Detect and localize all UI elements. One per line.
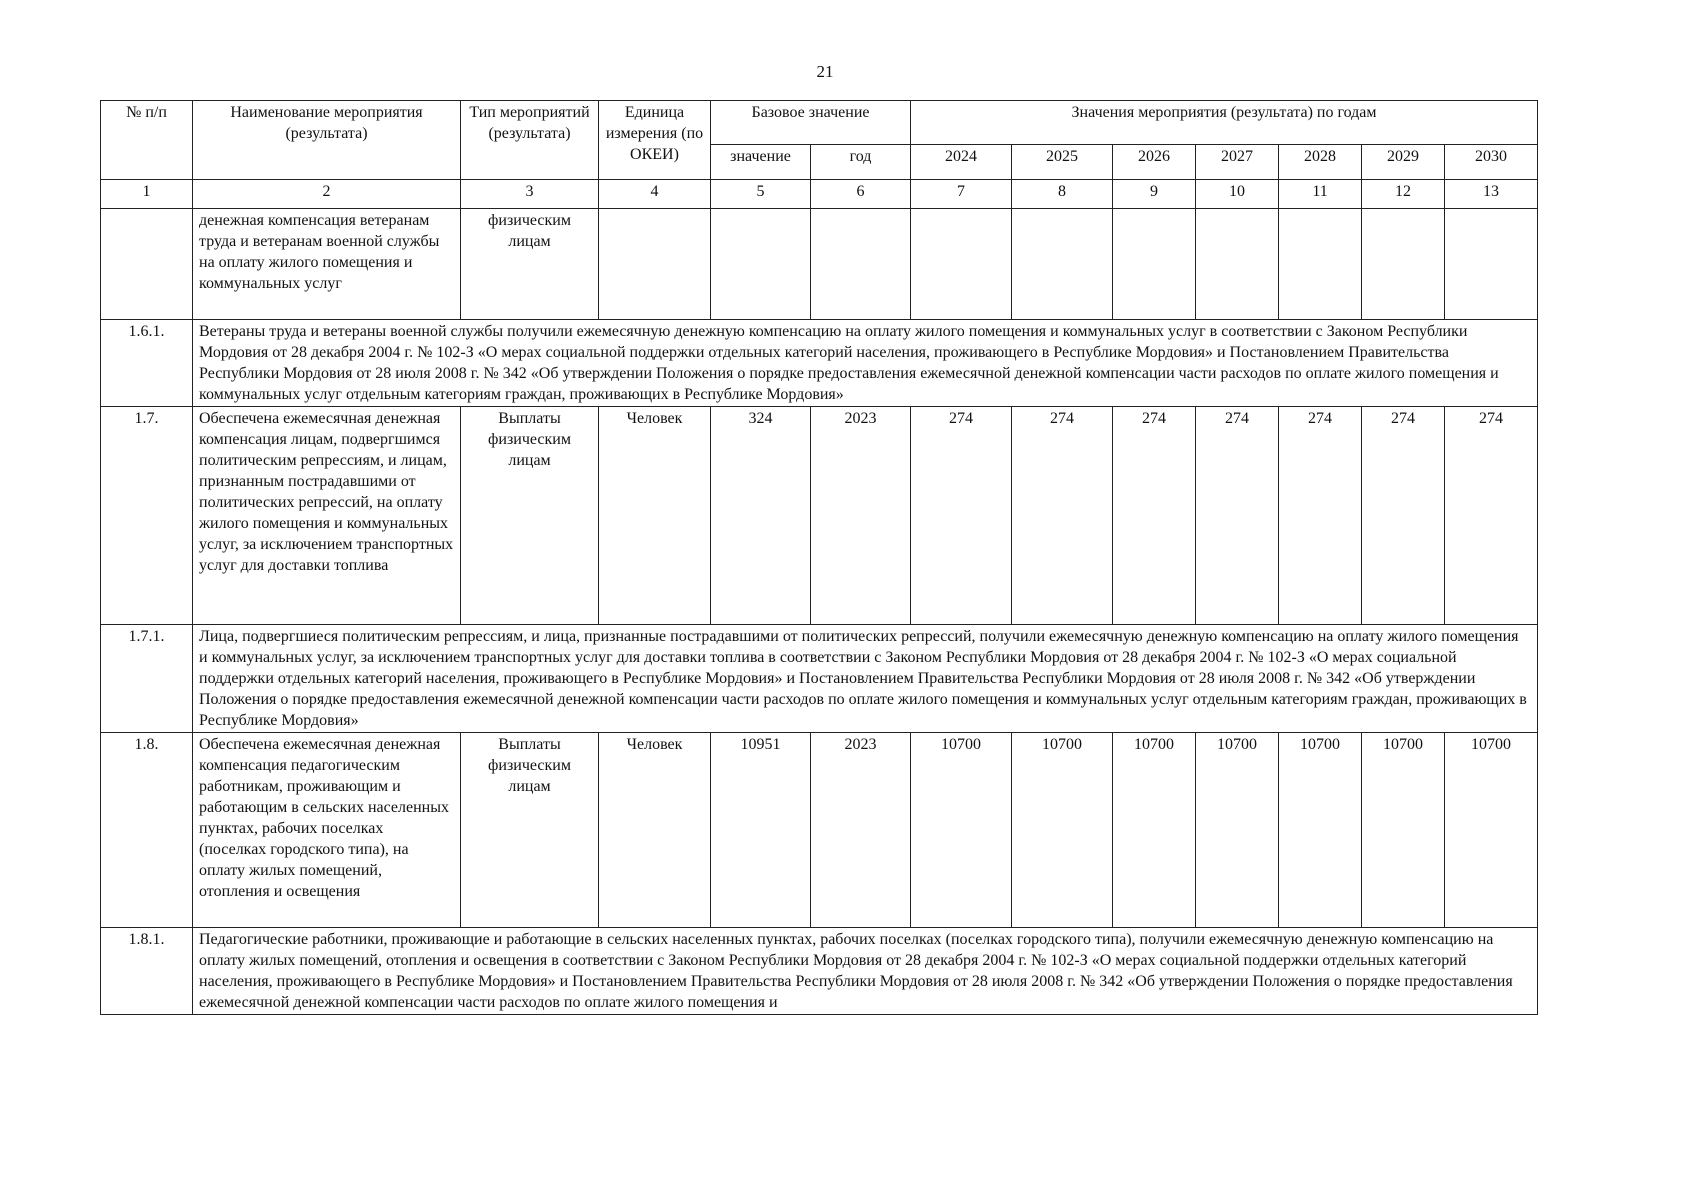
- row-num: 1.8.1.: [101, 928, 193, 1015]
- table-row: [101, 625, 1538, 733]
- row-value: 10700: [1196, 733, 1279, 928]
- header-year: 2029: [1362, 145, 1445, 180]
- row-result-text: Педагогические работники, проживающие и работающие в сельских населенных пунктах, рабочих поселках (поселках городского типа), получили ежемесячную денежную компенсацию на оплату жилых помещений, отопления и освещения в соответствии с Законом Республики Мордовия от 28 декабря 2004 г. № 102-З «О мерах социальной поддержки отдельных категорий населения, проживающего в Республике Мордовия» и Постановлением Правительства Республики Мордовия от 28 июля 2008 г. № 342 «Об утверждении Положения о порядке предоставления ежемесячной денежной компенсации части расходов по оплате жилого помещения и: [193, 928, 1538, 1015]
- column-number: 8: [1012, 180, 1113, 209]
- header-year: 2024: [911, 145, 1012, 180]
- row-value: 10700: [1279, 733, 1362, 928]
- row-value: 10700: [1445, 733, 1538, 928]
- row-value: [911, 209, 1012, 320]
- column-number: 1: [101, 180, 193, 209]
- column-number: 3: [461, 180, 599, 209]
- table-row: [101, 209, 1538, 320]
- row-type: Выплаты физическим лицам: [461, 733, 599, 928]
- row-value: 10700: [1113, 733, 1196, 928]
- header-years: Значения мероприятия (результата) по годам: [911, 101, 1538, 145]
- row-num: 1.8.: [101, 733, 193, 928]
- row-num: 1.6.1.: [101, 320, 193, 407]
- header-year: 2026: [1113, 145, 1196, 180]
- column-number: 5: [711, 180, 811, 209]
- column-number: 11: [1279, 180, 1362, 209]
- row-value: 274: [1445, 407, 1538, 625]
- row-base-year: 2023: [811, 733, 911, 928]
- row-type: физическим лицам: [461, 209, 599, 320]
- row-name: Обеспечена ежемесячная денежная компенсация лицам, подвергшимся политическим репрессиям, и лицам, признанным пострадавшими от политических репрессий, на оплату жилого помещения и коммунальных услуг, за исключением транспортных услуг для доставки топлива: [193, 407, 461, 625]
- header-type: Тип мероприятий (результата): [461, 101, 599, 180]
- row-value: 274: [1113, 407, 1196, 625]
- row-unit: Человек: [599, 407, 711, 625]
- row-value: 274: [1362, 407, 1445, 625]
- row-value: [1279, 209, 1362, 320]
- row-base-year: [811, 209, 911, 320]
- column-number: 9: [1113, 180, 1196, 209]
- column-number-row: [101, 180, 1538, 209]
- header-base-year: год: [811, 145, 911, 180]
- row-value: [1012, 209, 1113, 320]
- row-value: 10700: [1362, 733, 1445, 928]
- header-year: 2028: [1279, 145, 1362, 180]
- row-value: [1362, 209, 1445, 320]
- header-row: [101, 101, 1538, 145]
- column-number: 4: [599, 180, 711, 209]
- row-base-year: 2023: [811, 407, 911, 625]
- row-value: 274: [911, 407, 1012, 625]
- row-value: [1196, 209, 1279, 320]
- row-result-text: Лица, подвергшиеся политическим репрессиям, и лица, признанные пострадавшими от политических репрессий, получили ежемесячную денежную компенсацию на оплату жилого помещения и коммунальных услуг, за исключением транспортных услуг для доставки топлива в соответствии с Законом Республики Мордовия от 28 декабря 2004 г. № 102-З «О мерах социальной поддержки отдельных категорий населения, проживающего в Республике Мордовия» и Постановлением Правительства Республики Мордовия от 28 июля 2008 г. № 342 «Об утверждении Положения о порядке предоставления ежемесячной денежной компенсации части расходов по оплате жилого помещения и коммунальных услуг отдельным категориям граждан, проживающих в Республике Мордовия»: [193, 625, 1538, 733]
- column-number: 2: [193, 180, 461, 209]
- header-base: Базовое значение: [711, 101, 911, 145]
- row-value: [1445, 209, 1538, 320]
- table-row: [101, 407, 1538, 625]
- header-num: № п/п: [101, 101, 193, 180]
- page-number: 21: [816, 62, 834, 81]
- row-unit: [599, 209, 711, 320]
- row-name: денежная компенсация ветеранам труда и ветеранам военной службы на оплату жилого помещения и коммунальных услуг: [193, 209, 461, 320]
- row-value: 274: [1279, 407, 1362, 625]
- header-name: Наименование мероприятия (результата): [193, 101, 461, 180]
- measures-table: [100, 100, 1538, 1015]
- table-row: [101, 733, 1538, 928]
- header-unit: Единица измерения (по ОКЕИ): [599, 101, 711, 180]
- row-type: Выплаты физическим лицам: [461, 407, 599, 625]
- row-num: [101, 209, 193, 320]
- row-value: 10700: [911, 733, 1012, 928]
- column-number: 6: [811, 180, 911, 209]
- table-row: [101, 320, 1538, 407]
- header-year: 2027: [1196, 145, 1279, 180]
- column-number: 13: [1445, 180, 1538, 209]
- row-result-text: Ветераны труда и ветераны военной службы получили ежемесячную денежную компенсацию на оплату жилого помещения и коммунальных услуг в соответствии с Законом Республики Мордовия от 28 декабря 2004 г. № 102-З «О мерах социальной поддержки отдельных категорий населения, проживающего в Республике Мордовия» и Постановлением Правительства Республики Мордовия от 28 июля 2008 г. № 342 «Об утверждении Положения о порядке предоставления ежемесячной денежной компенсации части расходов по оплате жилого помещения и коммунальных услуг отдельным категориям граждан, проживающих в Республике Мордовия»: [193, 320, 1538, 407]
- column-number: 7: [911, 180, 1012, 209]
- row-value: 274: [1012, 407, 1113, 625]
- row-name: Обеспечена ежемесячная денежная компенсация педагогическим работникам, проживающим и работающим в сельских населенных пунктах, рабочих поселках (поселках городского типа), на оплату жилых помещений, отопления и освещения: [193, 733, 461, 928]
- row-value: 10700: [1012, 733, 1113, 928]
- row-value: [1113, 209, 1196, 320]
- row-value: 274: [1196, 407, 1279, 625]
- column-number: 12: [1362, 180, 1445, 209]
- header-year: 2030: [1445, 145, 1538, 180]
- row-base-value: [711, 209, 811, 320]
- table-row: [101, 928, 1538, 1015]
- column-number: 10: [1196, 180, 1279, 209]
- row-num: 1.7.1.: [101, 625, 193, 733]
- row-base-value: 324: [711, 407, 811, 625]
- row-num: 1.7.: [101, 407, 193, 625]
- header-year: 2025: [1012, 145, 1113, 180]
- row-unit: Человек: [599, 733, 711, 928]
- row-base-value: 10951: [711, 733, 811, 928]
- header-base-value: значение: [711, 145, 811, 180]
